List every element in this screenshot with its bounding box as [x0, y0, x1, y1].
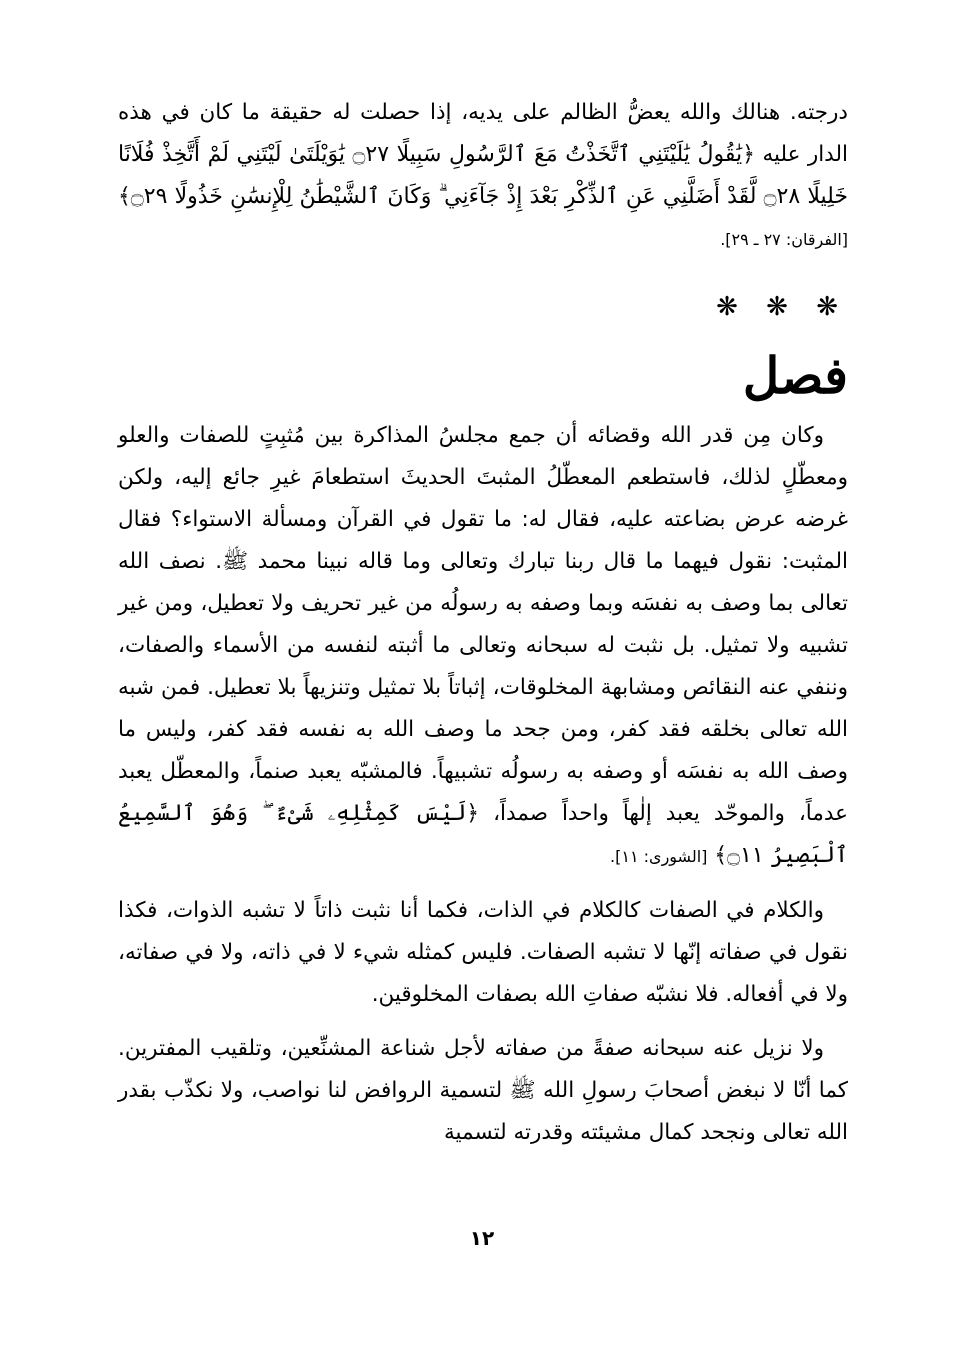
- paragraph-3: [118, 1028, 848, 1154]
- section-heading: فصل: [742, 346, 848, 405]
- paragraph-2-text: والكلام في الصفات كالكلام في الذات، فكما أنا نثبت ذاتاً لا تشبه الذوات، فكذا نقول في صفاته إنّها لا تشبه الصفات. فليس كمثله شيء لا في ذاته، ولا في صفاته، ولا في أفعاله. فلا نشبّه صفاتِ الله بصفات المخلوقين.: [118, 898, 848, 1007]
- top-paragraph: [118, 92, 848, 261]
- paragraph-3-text: ولا نزيل عنه سبحانه صفةً من صفاته لأجل شناعة المشنِّعين، وتلقيب المفترين. كما أنّا لا نبغض أصحابَ رسولِ الله ﷺ لتسمية الروافض لنا نواصب، ولا نكذّب بقدر الله تعالى ونجحد كمال مشيئته وقدرته لتسمية: [118, 1036, 848, 1145]
- page-body: [118, 92, 848, 1154]
- page-number: ١٢: [469, 1226, 495, 1250]
- paragraph-1: [118, 415, 848, 878]
- quran-verse-shura: ﴿لَيْسَ كَمِثْلِهِۦ شَىْءٌ ۖ وَهُوَ ٱلسَّمِيعُ ٱلْبَصِيرُ ۝١١﴾: [118, 801, 848, 868]
- paragraph-1-text: وكان مِن قدر الله وقضائه أن جمع مجلسُ المذاكرة بين مُثبِتٍ للصفات والعلو ومعطّلٍ لذلك، فاستطعم المعطّلُ المثبتَ الحديثَ استطعامَ غيرِ جائع إليه، ولكن غرضه عرض بضاعته عليه، فقال له: ما تقول في القرآن ومسألة الاستواء؟ فقال المثبت: نقول فيهما ما قال ربنا تبارك وتعالى وما قاله نبينا محمد ﷺ. نصف الله تعالى بما وصف به نفسَه وبما وصفه به رسولُه من غير تحريف ولا تعطيل، ومن غير تشبيه ولا تمثيل. بل نثبت له سبحانه وتعالى ما أثبته لنفسه من الأسماء والصفات، وننفي عنه النقائص ومشابهة المخلوقات، إثباتاً بلا تمثيل وتنزيهاً بلا تعطيل. فمن شبه الله تعالى بخلقه فقد كفر، ومن جحد ما وصف الله به نفسه فقد كفر، وليس ما وصف الله به نفسَه أو وصفه به رسولُه تشبيهاً. فالمشبّه يعبد صنماً، والمعطّل يعبد عدماً، والموحّد يعبد إلٰهاً واحداً صمداً،: [118, 423, 848, 826]
- quran-verse: ﴿يَٰقُولُ يَٰلَيْتَنِي ٱتَّخَذْتُ مَعَ ٱلرَّسُولِ سَبِيلًا ۝٢٧ يَٰوَيْلَتَىٰ لَيْتَنِي لَمْ أَتَّخِذْ فُلَانًا خَلِيلًا ۝٢٨ لَّقَدْ أَضَلَّنِي عَنِ ٱلذِّكْرِ بَعْدَ إِذْ جَآءَنِي ۗ وَكَانَ ٱلشَّيْطَٰنُ لِلْإِنسَٰنِ خَذُولًا ۝٢٩﴾: [118, 142, 848, 209]
- paragraph-2: [118, 890, 848, 1016]
- verse-reference-shura: [الشورى: ١١].: [610, 847, 708, 866]
- verse-reference: [الفرقان: ٢٧ ـ ٢٩].: [720, 230, 848, 249]
- section-separator: ❋ ❋ ❋: [716, 292, 848, 322]
- top-paragraph-text: درجته. هنالك والله يعضُّ الظالم على يديه، إذا حصلت له حقيقة ما كان في هذه الدار عليه: [118, 100, 848, 167]
